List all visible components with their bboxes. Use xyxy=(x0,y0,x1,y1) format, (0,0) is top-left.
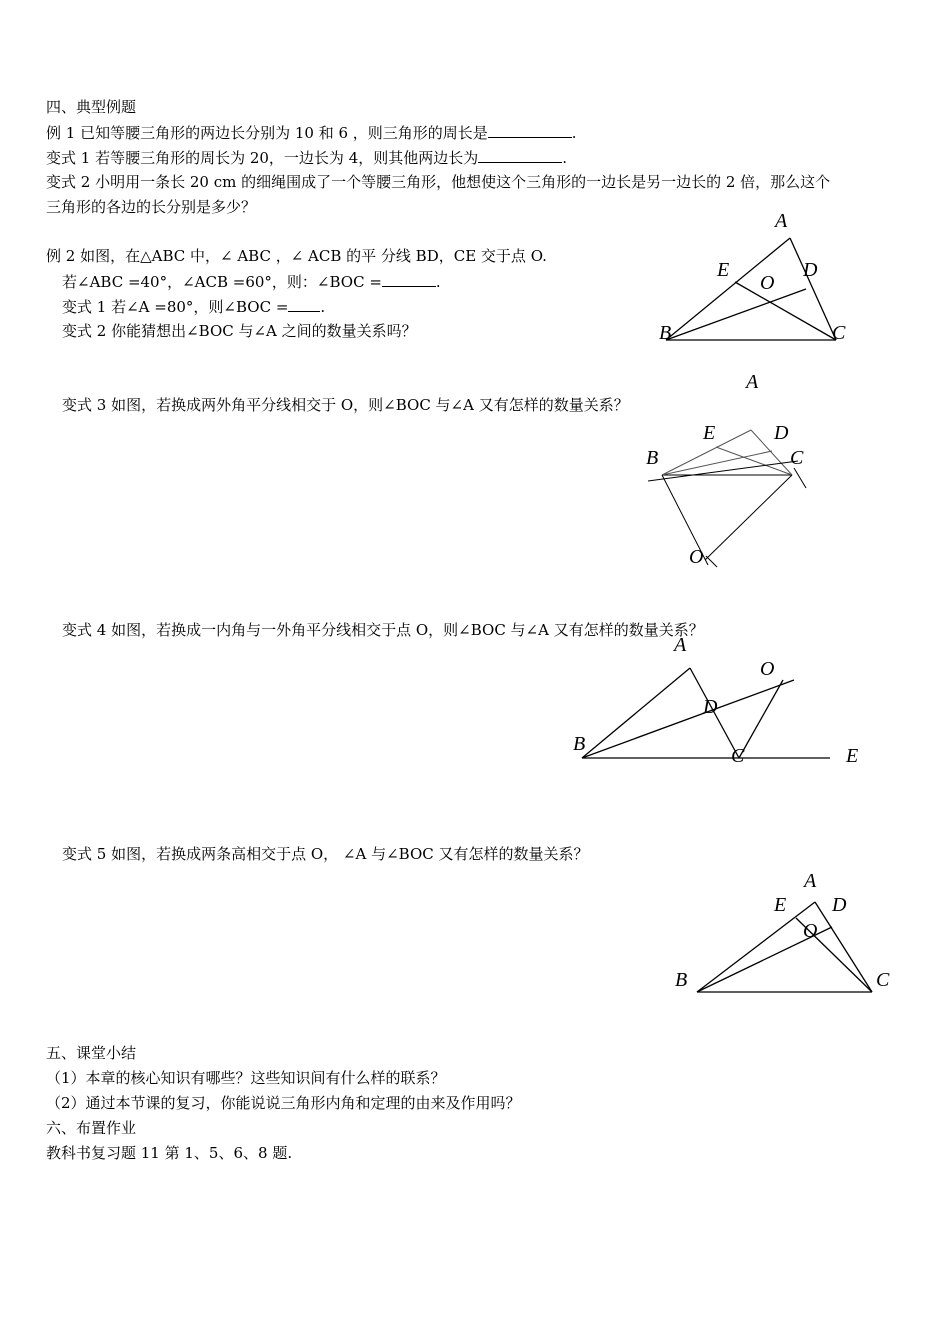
label-o: O xyxy=(760,272,775,294)
summary-question-2: （2）通过本节课的复习，你能说说三角形内角和定理的由来及作用吗？ xyxy=(46,1094,521,1112)
example-2-variant-1-end: . xyxy=(320,298,326,316)
label-d: D xyxy=(832,894,847,916)
label-b: B xyxy=(675,969,688,991)
section-6-title: 六、布置作业 xyxy=(46,1119,137,1137)
example-2-variant-4: 变式 4 如图，若换成一内角与一外角平分线相交于点 O，则∠BOC 与∠A 又有怎样的数量关系？ xyxy=(62,621,704,639)
label-d: D xyxy=(703,696,718,718)
example-2-variant-2: 变式 2 你能猜想出∠BOC 与∠A 之间的数量关系吗？ xyxy=(62,322,417,340)
label-o: O xyxy=(803,920,818,942)
example-2-question-end: . xyxy=(435,273,441,291)
label-e: E xyxy=(774,894,787,916)
label-b: B xyxy=(659,322,672,344)
variant-1-end: . xyxy=(562,149,568,167)
label-a: A xyxy=(674,634,687,656)
section-4-title: 四、典型例题 xyxy=(46,98,137,116)
example-2-variant-1-text: 变式 1 若∠A =80°，则∠BOC = xyxy=(62,298,289,316)
section-5-title: 五、课堂小结 xyxy=(46,1044,137,1062)
homework-text: 教科书复习题 11 第 1、5、6、8 题. xyxy=(46,1144,293,1162)
example-1-variant-2-line-2: 三角形的各边的长分别是多少？ xyxy=(46,198,257,216)
summary-question-1: （1）本章的核心知识有哪些？这些知识间有什么样的联系？ xyxy=(46,1069,446,1087)
label-d: D xyxy=(774,422,789,444)
label-e: E xyxy=(846,745,859,767)
label-b: B xyxy=(646,447,659,469)
example-2-variant-5: 变式 5 如图，若换成两条高相交于点 O， ∠A 与∠BOC 又有怎样的数量关系？ xyxy=(62,845,589,863)
label-d: D xyxy=(803,259,818,281)
label-a: A xyxy=(804,870,817,892)
example-2-statement: 例 2 如图，在△ABC 中，∠ ABC ，∠ ACB 的平 分线 BD，CE 交于点 O. xyxy=(46,247,547,265)
example-1-end: . xyxy=(571,124,577,142)
label-e: E xyxy=(703,422,716,444)
side-ab xyxy=(697,902,818,992)
label-a: A xyxy=(746,371,759,393)
label-b: B xyxy=(573,733,586,755)
label-e: E xyxy=(717,259,730,281)
label-c: C xyxy=(790,447,804,469)
label-c: C xyxy=(731,745,745,767)
example-2-variant-3: 变式 3 如图，若换成两外角平分线相交于 O，则∠BOC 与∠A 又有怎样的数量关系？ xyxy=(62,396,629,414)
example-1-variant-2-line-1: 变式 2 小明用一条长 20 cm 的细绳围成了一个等腰三角形，他想使这个三角形的一边长是另一边长的 2 倍，那么这个 xyxy=(46,173,831,191)
example-2-question-text: 若∠ABC =40°，∠ACB =60°，则：∠BOC = xyxy=(62,273,382,291)
label-a: A xyxy=(775,210,788,232)
variant-1-text: 变式 1 若等腰三角形的周长为 20，一边长为 4，则其他两边长为 xyxy=(46,149,479,167)
example-1-text: 例 1 已知等腰三角形的两边长分别为 10 和 6 ，则三角形的周长是 xyxy=(46,124,488,142)
label-c: C xyxy=(876,969,890,991)
label-o: O xyxy=(760,658,775,680)
label-c: C xyxy=(832,322,846,344)
label-o: O xyxy=(689,546,704,568)
